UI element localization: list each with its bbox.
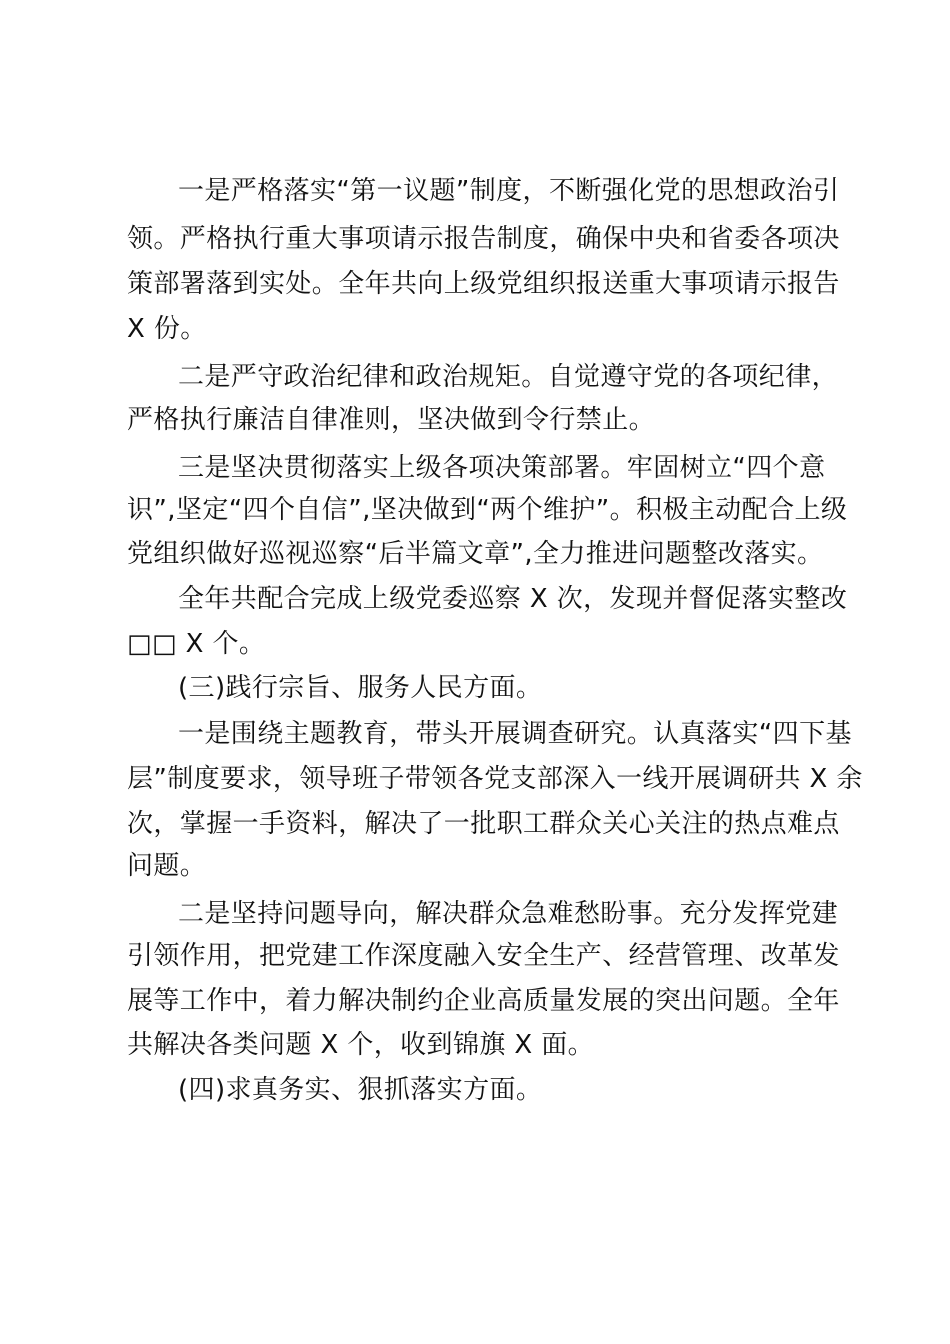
paragraph-line: 问题。 <box>127 851 207 881</box>
paragraph-line: 共解决各类问题 X 个，收到锦旗 X 面。 <box>127 1030 595 1060</box>
paragraph-line: □□ X 个。 <box>127 629 266 659</box>
paragraph-line: 全年共配合完成上级党委巡察 X 次，发现并督促落实整改 <box>178 584 848 614</box>
paragraph-line: 引领作用，把党建工作深度融入安全生产、经营管理、改革发 <box>127 941 840 971</box>
paragraph-line: 党组织做好巡视巡察“后半篇文章”,全力推进问题整改落实。 <box>127 539 824 569</box>
paragraph-line: 次，掌握一手资料，解决了一批职工群众关心关注的热点难点 <box>127 809 840 839</box>
paragraph-line: 层”制度要求，领导班子带领各党支部深入一线开展调研共 X 余 <box>127 764 863 794</box>
paragraph-line: 识”,坚定“四个自信”,坚决做到“两个维护”。积极主动配合上级 <box>127 495 848 525</box>
paragraph-line: 二是严守政治纪律和政治规矩。自觉遵守党的各项纪律， <box>178 362 839 392</box>
paragraph-line: 策部署落到实处。全年共向上级党组织报送重大事项请示报告 <box>127 269 840 299</box>
paragraph-line: X 份。 <box>127 314 207 344</box>
paragraph-line: 领。严格执行重大事项请示报告制度，确保中央和省委各项决 <box>127 224 840 254</box>
section-heading: (四)求真务实、狠抓落实方面。 <box>178 1075 543 1105</box>
paragraph-line: 展等工作中，着力解决制约企业高质量发展的突出问题。全年 <box>127 986 840 1016</box>
paragraph-line: 一是围绕主题教育，带头开展调查研究。认真落实“四下基 <box>178 719 852 749</box>
section-heading: (三)践行宗旨、服务人民方面。 <box>178 673 543 703</box>
paragraph-line: 三是坚决贯彻落实上级各项决策部署。牢固树立“四个意 <box>178 453 826 483</box>
paragraph-line: 严格执行廉洁自律准则，坚决做到令行禁止。 <box>127 405 656 435</box>
paragraph-line: 二是坚持问题导向，解决群众急难愁盼事。充分发挥党建 <box>178 899 839 929</box>
paragraph-line: 一是严格落实“第一议题”制度，不断强化党的思想政治引 <box>178 176 840 206</box>
